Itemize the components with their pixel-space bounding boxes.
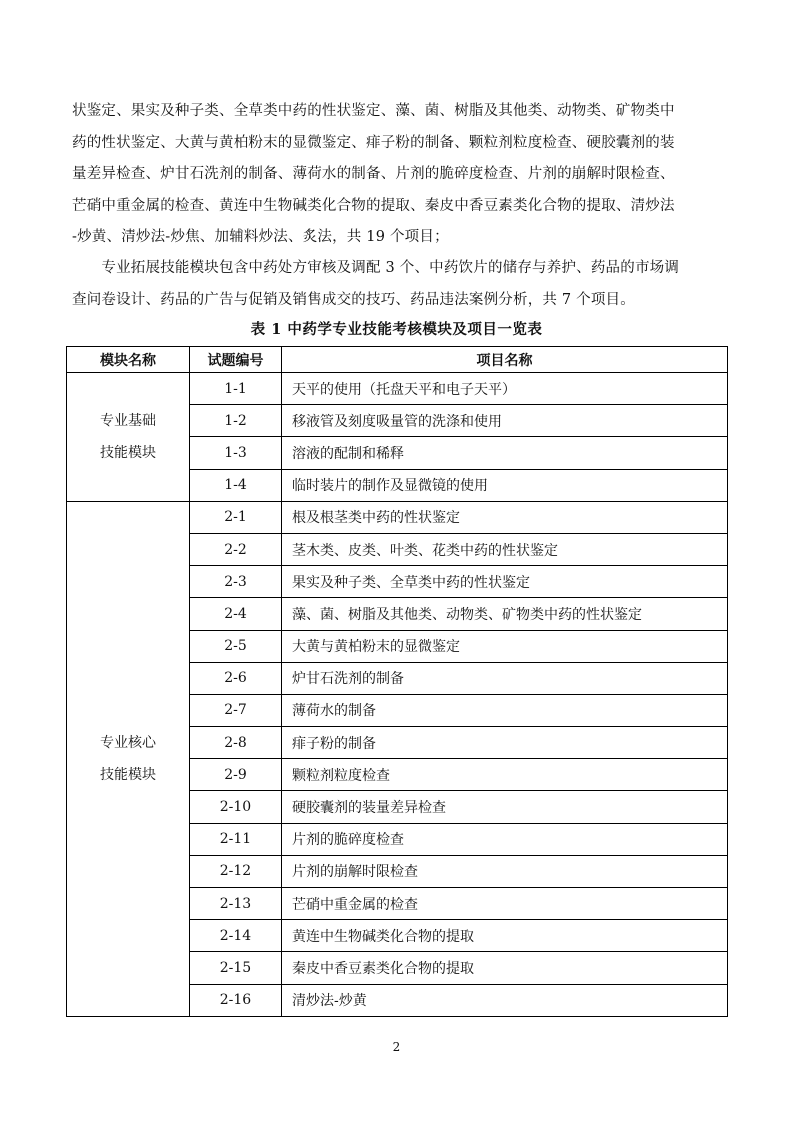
project-name-cell: 移液管及刻度吸量管的洗涤和使用 <box>282 405 728 437</box>
project-name-cell: 薄荷水的制备 <box>282 694 728 726</box>
module-name-line: 技能模块 <box>100 766 156 783</box>
item-code-cell: 2-11 <box>190 823 282 855</box>
item-code-cell: 2-5 <box>190 630 282 662</box>
paragraph-line: 专业拓展技能模块包含中药处方审核及调配 3 个、中药饮片的储存与养护、药品的市场调 <box>72 260 680 276</box>
item-code-cell: 1-4 <box>190 469 282 501</box>
project-name-cell: 黄连中生物碱类化合物的提取 <box>282 920 728 952</box>
module-name-line: 专业基础 <box>100 412 156 429</box>
header-project-name: 项目名称 <box>282 347 728 373</box>
item-code-cell: 2-8 <box>190 727 282 759</box>
project-name-cell: 果实及种子类、全草类中药的性状鉴定 <box>282 566 728 598</box>
project-name-cell: 临时装片的制作及显微镜的使用 <box>282 469 728 501</box>
project-name-cell: 颗粒剂粒度检查 <box>282 759 728 791</box>
project-name-cell: 秦皮中香豆素类化合物的提取 <box>282 952 728 984</box>
item-code-cell: 2-15 <box>190 952 282 984</box>
module-name-line: 技能模块 <box>100 444 156 461</box>
project-name-cell: 茎木类、皮类、叶类、花类中药的性状鉴定 <box>282 533 728 565</box>
item-code-cell: 2-12 <box>190 855 282 887</box>
project-name-cell: 炉甘石洗剂的制备 <box>282 662 728 694</box>
project-name-cell: 芒硝中重金属的检查 <box>282 888 728 920</box>
paragraph-line: 状鉴定、果实及种子类、全草类中药的性状鉴定、藻、菌、树脂及其他类、动物类、矿物类中 <box>72 103 675 119</box>
item-code-cell: 2-7 <box>190 694 282 726</box>
table-row <box>67 373 728 405</box>
item-code-cell: 2-10 <box>190 791 282 823</box>
page-number: 2 <box>392 1040 401 1054</box>
module-name-cell <box>67 373 190 502</box>
project-name-cell: 硬胶囊剂的装量差异检查 <box>282 791 728 823</box>
paragraph-line: -炒黄、清炒法-炒焦、加辅料炒法、炙法，共 19 个项目； <box>72 229 449 245</box>
paragraph-line: 芒硝中重金属的检查、黄连中生物碱类化合物的提取、秦皮中香豆素类化合物的提取、清炒法 <box>72 197 675 214</box>
header-module-name: 模块名称 <box>67 347 190 373</box>
header-item-code: 试题编号 <box>190 347 282 373</box>
item-code-cell: 1-1 <box>190 373 282 405</box>
project-name-cell: 清炒法-炒黄 <box>282 984 728 1016</box>
item-code-cell: 2-16 <box>190 984 282 1016</box>
item-code-cell: 2-4 <box>190 598 282 630</box>
project-name-cell: 天平的使用（托盘天平和电子天平） <box>282 373 728 405</box>
item-code-cell: 1-2 <box>190 405 282 437</box>
table-body <box>67 373 728 1017</box>
module-name-cell <box>67 501 190 1016</box>
item-code-cell: 2-6 <box>190 662 282 694</box>
module-name-line: 专业核心 <box>100 734 156 751</box>
project-name-cell: 根及根茎类中药的性状鉴定 <box>282 501 728 533</box>
paragraph-core-skills-continued <box>72 96 722 254</box>
project-name-cell: 片剂的崩解时限检查 <box>282 855 728 887</box>
project-name-cell: 溶液的配制和稀释 <box>282 437 728 469</box>
skills-table <box>66 346 728 1017</box>
project-name-cell: 藻、菌、树脂及其他类、动物类、矿物类中药的性状鉴定 <box>282 598 728 630</box>
project-name-cell: 大黄与黄柏粉末的显微鉴定 <box>282 630 728 662</box>
table-row <box>67 501 728 533</box>
item-code-cell: 2-9 <box>190 759 282 791</box>
item-code-cell: 2-3 <box>190 566 282 598</box>
project-name-cell: 痱子粉的制备 <box>282 727 728 759</box>
item-code-cell: 1-3 <box>190 437 282 469</box>
paragraph-line: 药的性状鉴定、大黄与黄柏粉末的显微鉴定、痱子粉的制备、颗粒剂粒度检查、硬胶囊剂的装 <box>72 134 675 151</box>
table-header-row <box>67 347 728 373</box>
item-code-cell: 2-1 <box>190 501 282 533</box>
paragraph-line: 量差异检查、炉甘石洗剂的制备、薄荷水的制备、片剂的脆碎度检查、片剂的崩解时限检查、 <box>72 166 675 182</box>
item-code-cell: 2-2 <box>190 533 282 565</box>
paragraph-extended-skills <box>72 253 722 316</box>
item-code-cell: 2-14 <box>190 920 282 952</box>
paragraph-line: 查问卷设计、药品的广告与促销及销售成交的技巧、药品违法案例分析，共 7 个项目。 <box>72 291 635 308</box>
item-code-cell: 2-13 <box>190 888 282 920</box>
table-caption: 表 1 中药学专业技能考核模块及项目一览表 <box>250 321 543 338</box>
project-name-cell: 片剂的脆碎度检查 <box>282 823 728 855</box>
